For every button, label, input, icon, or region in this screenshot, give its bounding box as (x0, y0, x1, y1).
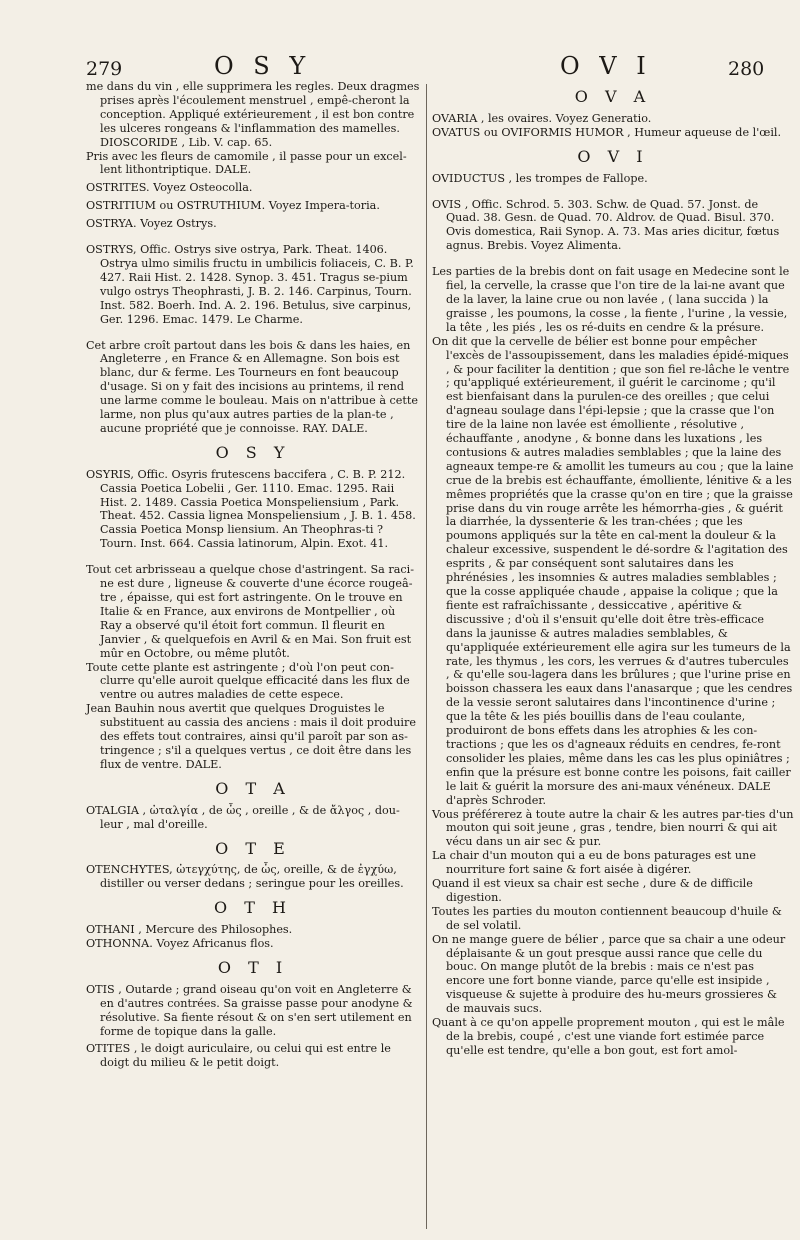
entry-ostrya: OSTRYA. Voyez Ostrys. (86, 217, 217, 231)
entry-osyris: OSYRIS, Offic. Osyris frutescens baccifera , C. B. P. 212. Cassia Poetica Lobelii , Ger. 1110. Emac. 1295. Raii Hist. 2. 1489. Cassia Poetica Monspeliensium , Park. Theat. 452. Cassia lignea Monspeliensium , J. B. 1. 458. Cassia Poetica Monsp liensium. An Theophras-ti ? Tourn. Inst. 664. Cassia latinorum, Alpin. Exot. 41. (86, 467, 416, 551)
right-page-number: 280 (728, 58, 765, 80)
left-column (86, 80, 420, 1074)
section-heading: O S Y (215, 442, 291, 462)
entry-ovis: OVIS , Offic. Schrod. 5. 303. Schw. de Quad. 57. Jonst. de Quad. 38. Gesn. de Quad. 70. Aldrov. de Quad. Bisul. 370. Ovis domestica, Raii Synop. A. 73. Mas aries dicitur, fœtus agnus. Brebis. Voyez Alimenta. (432, 197, 780, 253)
column-divider (426, 84, 427, 1229)
entry-text: La chair d'un mouton qui a eu de bons paturages est une nourriture fort saine & fort aisée à digérer. (432, 849, 756, 877)
entry-text: Toute cette plante est astringente ; d'où l'on peut con-clurre qu'elle auroit quelque efficacité dans les flux de ventre ou autres maladies de cette espece. (86, 660, 410, 702)
entry-text: me dans du vin , elle supprimera les regles. Deux dragmes prises après l'écoulement menstruel , empê-cheront la conception. Appliqué extérieurement , il est bon contre les ulceres rongeans & l'inflammation des mamelles. DIOSCORIDE , Lib. V. cap. 65. (86, 80, 420, 149)
entry-text: Toutes les parties du mouton contiennent beaucoup d'huile & de sel volatil. (432, 904, 782, 932)
left-running-head: O S Y (214, 52, 312, 80)
entry-text: Quant à ce qu'on appelle proprement mouton , qui est le mâle de la brebis, coupé , c'est une viande fort estimée parce qu'elle est tendre, qu'elle a bon gout, est fort amol- (432, 1016, 785, 1057)
entry-text: Quand il est vieux sa chair est seche , dure & de difficile digestion. (432, 877, 753, 904)
entry-text: Les parties de la brebis dont on fait usage en Medecine sont le fiel, la cervelle, la crasse que l'on tire de la lai-ne avant que de la laver, la laine crue ou non lavée , ( lana succida ) la graisse , les poumons, la cosse , la fiente , l'urine , la vessie, la tête , les piés , les os ré-duits en cendre & la présure. (432, 265, 790, 334)
entry-ostrites: OSTRITES. Voyez Osteocolla. (86, 181, 253, 195)
entry-othani: OTHANI , Mercure des Philosophes. (86, 923, 293, 937)
entry-otis: OTIS , Outarde ; grand oiseau qu'on voit en Angleterre & en d'autres contrées. Sa graisse passe pour anodyne & résolutive. Sa fiente résout & on s'en sert utilement en forme de topique dans la galle. (86, 982, 413, 1038)
entry-text: On dit que la cervelle de bélier est bonne pour empêcher l'excès de l'assoupissement, dans les maladies épidé-miques , & pour faciliter la dentition ; que son fiel re-lâche le ventre ; qu'appliqué extérieurement, il guérit le carcinome ; qu'il est bienfaisant dans la purulen-ce des oreilles ; que celui d'agneau soulage dans l'épi-lepsie ; que la crasse que l'on tire de la laine non lavée est émolliente , résolutive , échauffante , anodyne , & bonne dans les luxations , les contusions & autres maladies semblables ; que la laine des agneaux tempe-re & amollit les tumeurs au cou ; que la laine crue de la brebis est échauffante, émolliente, lénitive & a les mêmes propriétés que la crasse qu'on en tire ; que la graisse prise dans du vin rouge arrête les hémorrha-gies , & guérit la diarrhée, la dyssenterie & les tran-chées ; que les poumons appliqués sur la tête en cal-ment la douleur & la chaleur excessive, suspendent le dé-sordre & l'agitation des esprits , & par conséquent sont salutaires dans les phrénésies , les insomnies & autres maladies semblables ; que la cosse appliquée chaude , appaise la colique ; que la fiente est rafraîchissante , dessiccative , apéritive & discussive ; d'où il s'ensuit qu'elle doit être très-efficace dans la jaunisse & autres maladies semblables, & qu'appliquée extérieurement elle agira sur les tumeurs de la rate, les thymus , les cors, les verrues & d'autres tubercules , & qu'elle sou-lagera dans les brûlures ; que l'urine prise en boisson chassera les eaux dans l'anasarque ; que les cendres de la vessie seront salutaires dans l'incontinence d'urine ; que la tête & les piés bouillis dans de l'eau coulante, produiront de bons effets dans les atrophies & les con-tractions ; que les os d'agneaux réduits en cendres, fe-ront consolider les plaies, même dans les cas les plus opiniâtres ; enfin que la présure est bonne contre les poisons, fait cailler le lait & guérit la morsure des ani-maux vénéneux. DALE d'après Schroder. (432, 334, 794, 807)
section-heading: O V A (574, 87, 652, 106)
entry-otalgia: OTALGIA , ὠταλγία , de ὦς , oreille , & de ἄλγος , dou-leur , mal d'oreille. (86, 803, 400, 831)
entry-ostrys: OSTRYS, Offic. Ostrys sive ostrya, Park. Theat. 1406. Ostrya ulmo similis fructu in umbilicis foliaceis, C. B. P. 427. Raii Hist. 2. 1428. Synop. 3. 451. Tragus se-pium vulgo ostrys Theophrasti, J. B. 2. 146. Carpinus, Tourn. Inst. 582. Boerh. Ind. A. 2. 196. Betulus, sive carpinus, Ger. 1296. Emac. 1479. Le Charme. (86, 243, 414, 326)
entry-text: Pris avec les fleurs de camomile , il passe pour un excel-lent lithontriptique. DALE. (86, 149, 407, 177)
left-page-number: 279 (86, 58, 123, 80)
right-running-head: O V I (560, 52, 652, 80)
section-heading: O V I (577, 146, 649, 166)
entry-otenchytes: OTENCHYTES, ὠτεγχύτης, de ὦς, oreille, & de ἐγχύω, distiller ou verser dedans ; seringue pour les oreilles. (86, 863, 404, 891)
entry-text: On ne mange guere de bélier , parce que sa chair a une odeur déplaisante & un gout presque aussi rance que celle du bouc. On mange plutôt de la brebis : mais ce n'est pas encore une fort bonne viande, parce qu'elle est insipide , visqueuse & sujette à produire des hu-meurs grossieres & de mauvais sucs. (432, 932, 786, 1016)
entry-ostritium: OSTRITIUM ou OSTRUTHIUM. Voyez Impera-toria. (86, 199, 380, 213)
section-heading: O T E (215, 838, 291, 858)
entry-text: Tout cet arbrisseau a quelque chose d'astringent. Sa raci-ne est dure , ligneuse & couverte d'une écorce rougeâ-tre , épaisse, qui est fort astringente. On le trouve en Italie & en France, aux environs de Montpellier , où Ray a observé qu'il étoit fort commun. Il fleurit en Janvier , & quelquefois en Avril & en Mai. Son fruit est mûr en Octobre, ou même plutôt. (86, 563, 415, 660)
entry-ovatus: OVATUS ou OVIFORMIS HUMOR , Humeur aqueuse de l'œil. (432, 125, 782, 139)
entry-othonna: OTHONNA. Voyez Africanus flos. (86, 937, 274, 951)
entry-oviductus: OVIDUCTUS , les trompes de Fallope. (432, 171, 648, 185)
entry-text: Vous préférerez à toute autre la chair & les autres par-ties d'un mouton qui soit jeune , gras , tendre, bien nourri & qui ait vécu dans un air sec & pur. (432, 807, 794, 849)
section-heading: O T I (217, 957, 289, 977)
entry-ovaria: OVARIA , les ovaires. Voyez Generatio. (432, 111, 652, 125)
entry-otites: OTITES , le doigt auriculaire, ou celui qui est entre le doigt du milieu & le petit doigt. (86, 1042, 391, 1070)
entry-text: Jean Bauhin nous avertit que quelques Droguistes le substituent au cassia des anciens : mais il doit produire des effets tout contraires, ainsi qu'il paroît par son as-tringence ; s'il a quelques vertus , ce doit être dans les flux de ventre. DALE. (86, 702, 416, 771)
right-column (432, 80, 794, 1058)
entry-text: Cet arbre croît partout dans les bois & dans les haies, en Angleterre , en France & en Allemagne. Son bois est blanc, dur & ferme. Les Tourneurs en font beaucoup d'usage. Si on y fait des incisions au printems, il rend une larme comme le bouleau. Mais on n'attribue à cette larme, non plus qu'aux autres parties de la plan-te , aucune propriété que je connoisse. RAY. DALE. (86, 338, 419, 435)
section-heading: O T H (214, 898, 292, 918)
section-heading: O T A (215, 778, 291, 798)
